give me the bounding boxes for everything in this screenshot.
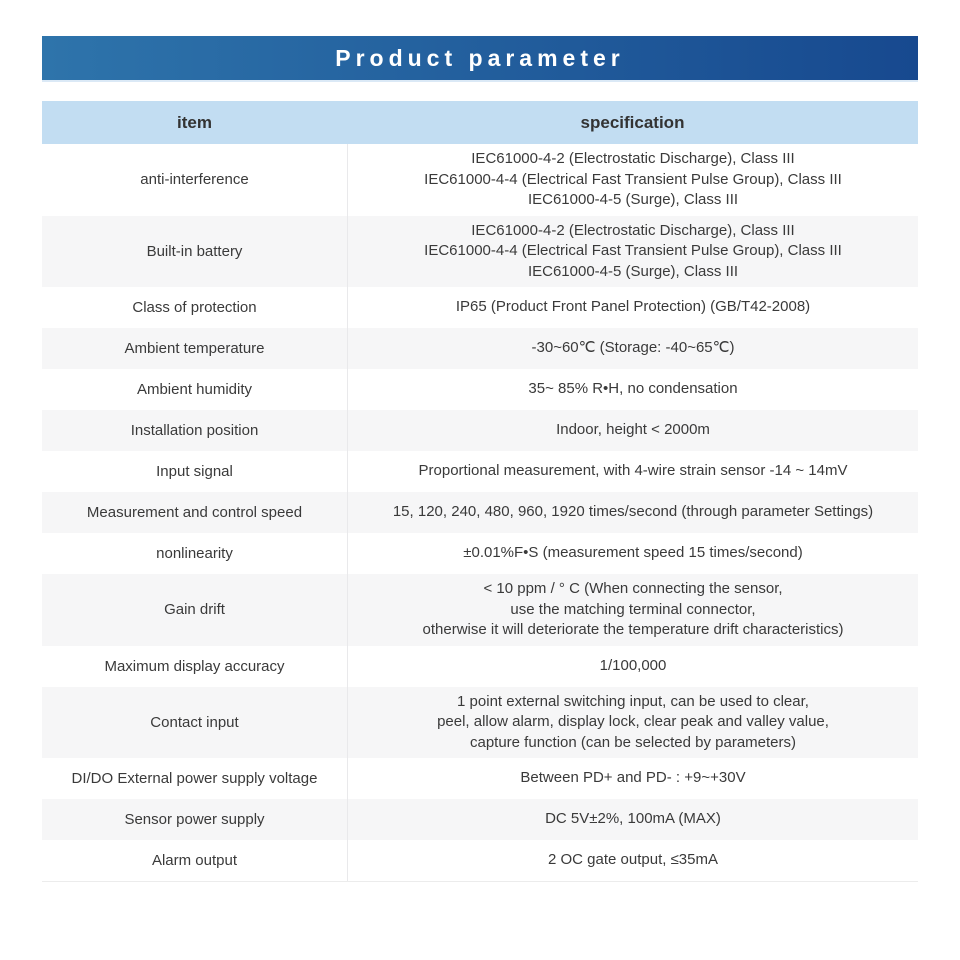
- specification-line: capture function (can be selected by parameters): [469, 733, 796, 751]
- specification-line: -30~60℃ (Storage: -40~65℃): [531, 339, 735, 357]
- header-specification: specification: [580, 112, 685, 132]
- specification-line: IP65 (Product Front Panel Protection) (GB/T42-2008): [455, 298, 811, 316]
- specification-cell: [347, 758, 918, 799]
- specification-line: Proportional measurement, with 4-wire strain sensor -14 ~ 14mV: [418, 462, 848, 480]
- specification-line: peel, allow alarm, display lock, clear peak and valley value,: [437, 713, 829, 730]
- specification-cell: [347, 492, 918, 533]
- table-row: [42, 758, 918, 799]
- specification-cell: [347, 533, 918, 574]
- specification-cell: [347, 687, 918, 759]
- specification-line: 2 OC gate output, ≤35mA: [548, 851, 718, 869]
- specification-line: otherwise it will deteriorate the temperature drift characteristics): [422, 621, 844, 638]
- item-cell: Contact input: [150, 713, 239, 731]
- specification-line: IEC61000-4-2 (Electrostatic Discharge), Class III: [471, 221, 795, 239]
- item-cell: Gain drift: [164, 601, 225, 619]
- specification-line: IEC61000-4-4 (Electrical Fast Transient Pulse Group), Class III: [424, 242, 842, 259]
- table-row: [42, 646, 918, 687]
- table-row: [42, 216, 918, 288]
- table-header-row: [42, 101, 918, 144]
- specification-cell: [347, 144, 918, 216]
- item-cell: Ambient humidity: [136, 381, 253, 398]
- item-cell: Alarm output: [151, 852, 238, 869]
- specification-line: IEC61000-4-5 (Surge), Class III: [527, 191, 739, 208]
- specification-cell: [347, 287, 918, 328]
- specification-line: 15, 120, 240, 480, 960, 1920 times/second (through parameter Settings): [392, 503, 874, 521]
- specification-cell: [347, 799, 918, 840]
- item-cell: DI/DO External power supply voltage: [71, 770, 318, 787]
- item-cell: Installation position: [130, 422, 259, 439]
- parameter-table: [42, 101, 918, 882]
- header-item: item: [177, 112, 212, 132]
- table-row: [42, 492, 918, 533]
- specification-line: 1/100,000: [599, 656, 667, 674]
- specification-cell: [347, 451, 918, 492]
- specification-line: use the matching terminal connector,: [510, 600, 756, 618]
- specification-line: 1 point external switching input, can be used to clear,: [457, 692, 809, 710]
- item-cell: Class of protection: [132, 299, 257, 316]
- specification-cell: [347, 410, 918, 451]
- specification-line: Indoor, height < 2000m: [556, 421, 710, 439]
- item-cell: Maximum display accuracy: [104, 657, 285, 675]
- specification-line: IEC61000-4-4 (Electrical Fast Transient Pulse Group), Class III: [424, 170, 842, 188]
- table-row: [42, 451, 918, 492]
- specification-line: ±0.01%F•S (measurement speed 15 times/second): [463, 544, 803, 562]
- specification-cell: [347, 646, 918, 687]
- item-cell: Input signal: [156, 463, 233, 480]
- item-cell: Ambient temperature: [124, 340, 265, 357]
- specification-line: Between PD+ and PD- : +9~+30V: [520, 769, 746, 787]
- item-cell: Measurement and control speed: [86, 504, 303, 521]
- table-row: [42, 410, 918, 451]
- table-row: [42, 687, 918, 759]
- page-title: Product parameter: [335, 44, 625, 71]
- specification-cell: [347, 216, 918, 288]
- specification-line: DC 5V±2%, 100mA (MAX): [545, 810, 721, 828]
- item-cell: Sensor power supply: [124, 811, 265, 828]
- table-row: [42, 840, 918, 881]
- table-row: [42, 287, 918, 328]
- table-row: [42, 533, 918, 574]
- specification-cell: [347, 369, 918, 410]
- specification-line: 35~ 85% R•H, no condensation: [528, 380, 738, 398]
- item-cell: Built-in battery: [146, 242, 243, 260]
- specification-line: < 10 ppm / ° C (When connecting the sensor,: [483, 580, 783, 597]
- table-body: [42, 144, 918, 881]
- table-row: [42, 369, 918, 410]
- item-cell: anti-interference: [140, 171, 249, 189]
- item-cell: nonlinearity: [156, 545, 233, 562]
- specification-line: IEC61000-4-2 (Electrostatic Discharge), Class III: [471, 150, 795, 167]
- specification-cell: [347, 328, 918, 369]
- table-row: [42, 574, 918, 646]
- table-row: [42, 144, 918, 216]
- table-row: [42, 799, 918, 840]
- specification-line: IEC61000-4-5 (Surge), Class III: [527, 262, 739, 280]
- table-row: [42, 328, 918, 369]
- specification-cell: [347, 574, 918, 646]
- title-bar: [42, 36, 918, 80]
- specification-cell: [347, 840, 918, 881]
